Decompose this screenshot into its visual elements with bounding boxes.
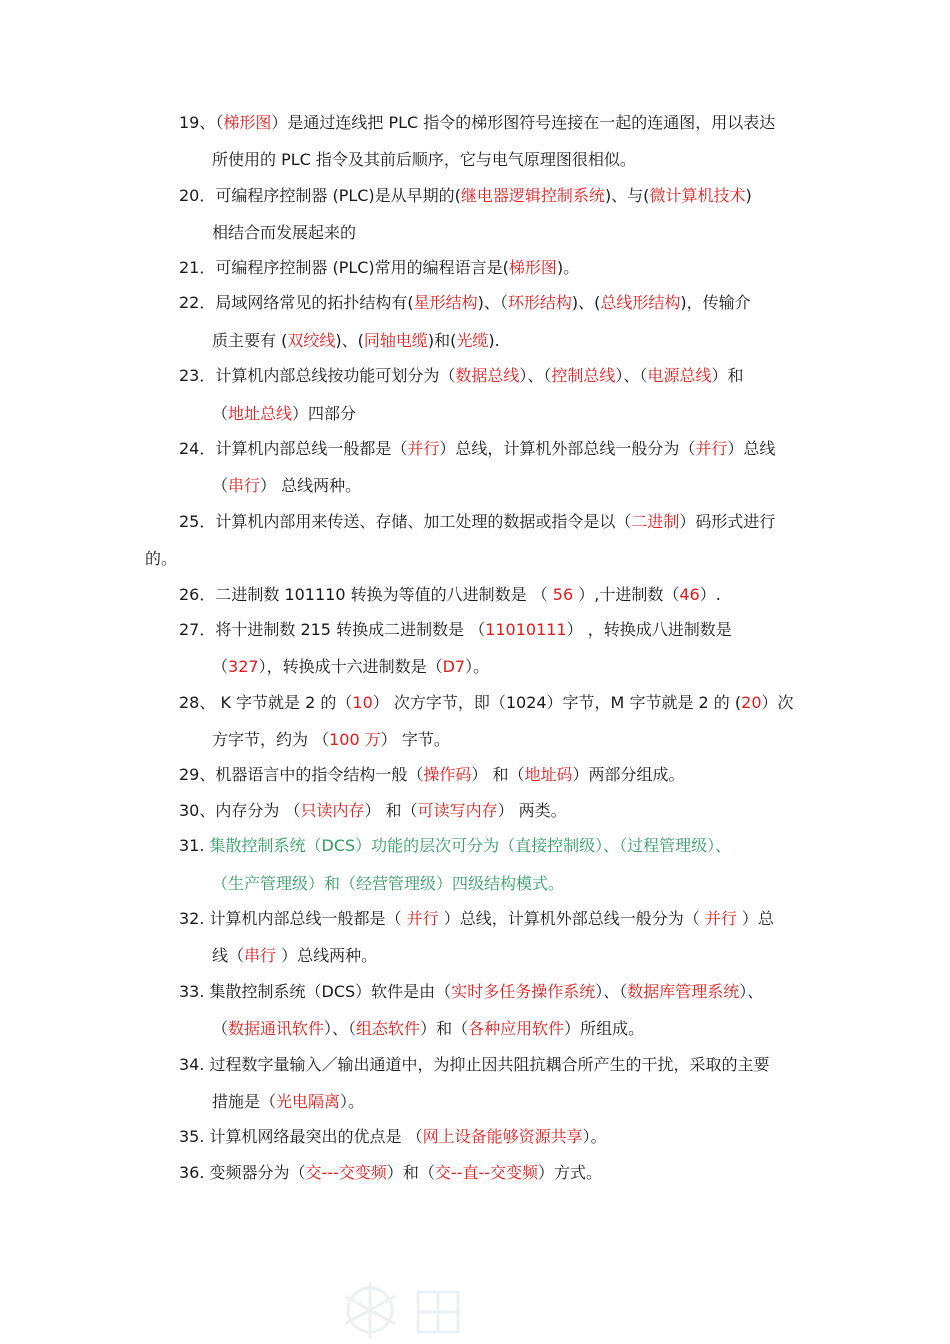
item-36-line-1 [179, 1163, 602, 1183]
item-31-line-1 [179, 836, 731, 856]
text: )和( [427, 331, 457, 350]
item-28-line-2 [212, 730, 450, 750]
answer: 电源总线 [647, 366, 712, 385]
text: ）、（ [595, 982, 628, 1001]
text: ）、（ [615, 366, 648, 385]
text: 36. 变频器分为（ [179, 1163, 306, 1182]
answer: 327 [228, 657, 259, 676]
item-34-line-1 [179, 1055, 770, 1075]
text: （ [212, 1019, 229, 1038]
text: （ [212, 476, 229, 495]
text: ). [488, 331, 500, 350]
watermark [300, 1270, 500, 1340]
text: )，传输介 [680, 293, 751, 312]
text: 34. 过程数字量输入／输出通道中，为抑止因共阻抗耦合所产生的干扰，采取的主要 [179, 1055, 770, 1074]
text: ）总线，计算机外部总线一般分为（ [438, 909, 705, 928]
text: ）次 [761, 693, 794, 712]
text: ） 两类。 [497, 801, 567, 820]
text: ）总线，计算机外部总线一般分为（ [439, 439, 696, 458]
item-23-line-2 [212, 404, 356, 424]
text: 方字节，约为 （ [212, 730, 330, 749]
text: 21．可编程序控制器 (PLC)常用的编程语言是( [179, 258, 509, 277]
text: 25．计算机内部用来传送、存储、加工处理的数据或指令是以（ [179, 512, 632, 531]
answer: 控制总线 [551, 366, 616, 385]
item-19-line-1 [179, 113, 775, 133]
answer: 只读内存 [300, 801, 365, 820]
answer: 并行 [695, 439, 728, 458]
text: ）和（ [386, 1163, 435, 1182]
text: 35. 计算机网络最突出的优点是 （ [179, 1127, 423, 1146]
text: 的。 [145, 549, 178, 568]
answer: 11010111 [485, 620, 567, 639]
answer: 组态软件 [356, 1019, 421, 1038]
answer: 并行 [704, 909, 737, 928]
text: 20．可编程序控制器 (PLC)是从早期的( [179, 186, 461, 205]
answer: 20 [741, 693, 762, 712]
text: ）、（ [519, 366, 552, 385]
text: 质主要有 ( [212, 331, 288, 350]
answer: 地址总线 [228, 404, 293, 423]
green-text: （生产管理级）和（经营管理级）四级结构模式。 [212, 874, 565, 893]
answer: 星形结构 [413, 293, 478, 312]
answer: 并行 [406, 909, 439, 928]
text: 28、 K 字节就是 2 的（ [179, 693, 353, 712]
text: 27．将十进制数 215 转换成二进制数是 （ [179, 620, 486, 639]
item-30-line-1 [179, 801, 567, 821]
answer: 总线形结构 [600, 293, 681, 312]
answer: 光缆 [456, 331, 489, 350]
answer: 梯形图 [508, 258, 557, 277]
item-34-line-2 [212, 1092, 364, 1112]
text: ) [745, 186, 752, 205]
item-20-line-2 [212, 223, 356, 243]
text: )、( [335, 331, 364, 350]
text: 26．二进制数 101110 转换为等值的八进制数是 （ [179, 585, 553, 604]
text: ）、 [739, 982, 764, 1001]
text: 33. 集散控制系统（DCS）软件是由（ [179, 982, 452, 1001]
text: ） 字节。 [380, 730, 450, 749]
text: ）总线两种。 [276, 946, 378, 965]
text: ）。 [340, 1092, 365, 1111]
text: 32. 计算机内部总线一般都是（ [179, 909, 407, 928]
answer: 100 万 [329, 730, 381, 749]
text: )、（ [477, 293, 508, 312]
answer: 环形结构 [507, 293, 572, 312]
answer: 数据通讯软件 [228, 1019, 325, 1038]
text: 31. [179, 836, 210, 855]
text: ）四部分 [292, 404, 357, 423]
text: ） ，转换成八进制数是 [566, 620, 732, 639]
answer: 微计算机技术 [649, 186, 746, 205]
answer: 可读写内存 [417, 801, 498, 820]
text: （ [212, 657, 229, 676]
answer: 双绞线 [287, 331, 336, 350]
item-27-line-1 [179, 620, 732, 640]
answer: 网上设备能够资源共享 [422, 1127, 583, 1146]
item-22-line-2 [212, 331, 500, 351]
text: ）、（ [324, 1019, 357, 1038]
answer: 串行 [228, 476, 261, 495]
text: )、与( [604, 186, 650, 205]
answer: 继电器逻辑控制系统 [460, 186, 605, 205]
text: ）总线 [727, 439, 776, 458]
item-32-line-1 [179, 909, 774, 929]
text: 线（ [212, 946, 245, 965]
item-31-line-2 [212, 874, 564, 894]
item-29-line-1 [179, 765, 685, 785]
green-text: 集散控制系统（DCS）功能的层次可分为（直接控制级）、（过程管理级）、 [209, 836, 732, 855]
answer: 并行 [407, 439, 440, 458]
text: 相结合而发展起来的 [212, 223, 357, 242]
text: ） 次方字节，即（1024）字节，M 字节就是 2 的 ( [372, 693, 742, 712]
text: 19、（ [179, 113, 224, 132]
text: )。 [556, 258, 580, 277]
text: ）。 [465, 657, 490, 676]
item-25-line-2 [145, 549, 177, 569]
text: ）是通过连线把 PLC 指令的梯形图符号连接在一起的连通图，用以表达 [271, 113, 776, 132]
text: 23．计算机内部总线按功能可划分为（ [179, 366, 456, 385]
text: )、( [571, 293, 601, 312]
text: ）码形式进行 [679, 512, 776, 531]
answer: 46 [679, 585, 700, 604]
answer: 56 [552, 585, 574, 604]
answer: 光电隔离 [276, 1092, 341, 1111]
text: ）总 [736, 909, 774, 928]
item-26-line-1 [179, 585, 721, 605]
answer: 梯形图 [223, 113, 272, 132]
text: 29、机器语言中的指令结构一般（ [179, 765, 424, 784]
item-22-line-1 [179, 293, 751, 313]
text: ）。 [582, 1127, 607, 1146]
item-19-line-2 [212, 150, 636, 170]
item-35-line-1 [179, 1127, 607, 1147]
text: 措施是（ [212, 1092, 277, 1111]
item-24-line-1 [179, 439, 775, 459]
answer: 二进制 [631, 512, 680, 531]
text: 所使用的 PLC 指令及其前后顺序，它与电气原理图很相似。 [212, 150, 636, 169]
snowflake-watermark-icon [300, 1270, 500, 1340]
item-32-line-2 [212, 946, 377, 966]
answer: 交--直--交变频 [434, 1163, 538, 1182]
answer: 10 [352, 693, 373, 712]
text: ） 和（ [364, 801, 418, 820]
text: ）方式。 [538, 1163, 603, 1182]
text: ） 和（ [471, 765, 525, 784]
text: ）和 [711, 366, 744, 385]
answer: 地址码 [524, 765, 573, 784]
item-33-line-1 [179, 982, 763, 1002]
text: ） 总线两种。 [260, 476, 362, 495]
text: ）和（ [420, 1019, 469, 1038]
answer: 各种应用软件 [468, 1019, 565, 1038]
item-20-line-1 [179, 186, 752, 206]
text: ）两部分组成。 [572, 765, 685, 784]
item-33-line-2 [212, 1019, 644, 1039]
item-25-line-1 [179, 512, 775, 532]
item-21-line-1 [179, 258, 579, 278]
item-27-line-2 [212, 657, 489, 677]
text: ）. [699, 585, 721, 604]
answer: 交---交变频 [305, 1163, 387, 1182]
item-24-line-2 [212, 476, 361, 496]
text: （ [212, 404, 229, 423]
answer: 串行 [244, 946, 277, 965]
answer: 数据总线 [455, 366, 520, 385]
answer: D7 [442, 657, 466, 676]
text: 30、内存分为 （ [179, 801, 301, 820]
item-23-line-1 [179, 366, 743, 386]
text: ）所组成。 [564, 1019, 645, 1038]
text: 22．局域网络常见的拓扑结构有( [179, 293, 414, 312]
answer: 操作码 [423, 765, 472, 784]
item-28-line-1 [179, 693, 794, 713]
text: ），转换成十六进制数是（ [258, 657, 443, 676]
text: ）,十进制数（ [573, 585, 680, 604]
text: 24．计算机内部总线一般都是（ [179, 439, 408, 458]
answer: 同轴电缆 [363, 331, 428, 350]
answer: 数据库管理系统 [627, 982, 740, 1001]
answer: 实时多任务操作系统 [451, 982, 596, 1001]
